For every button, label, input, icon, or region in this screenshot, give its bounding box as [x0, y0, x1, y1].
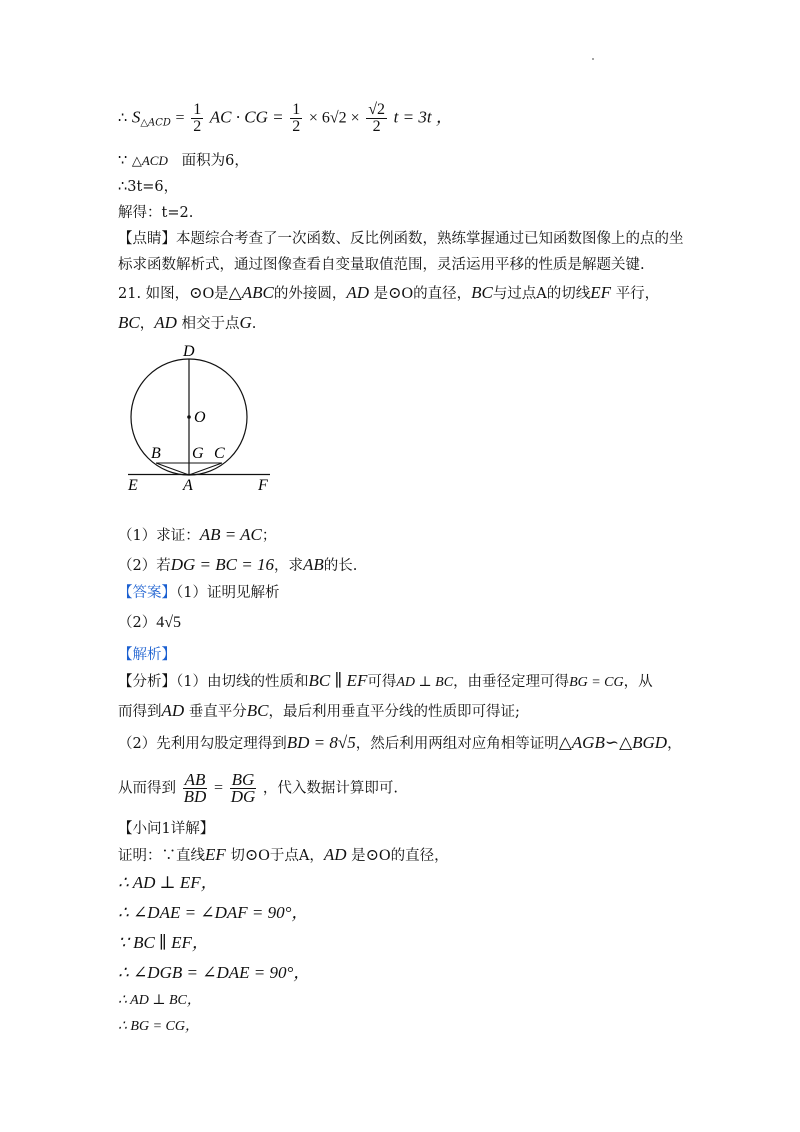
- detail-d1d: ⊙O: [244, 847, 270, 864]
- analysis-line-2: [118, 700, 520, 723]
- equals-sign: =: [175, 109, 185, 127]
- detail-line-7: ∴ BG = CG，: [118, 1019, 199, 1034]
- analysis-p1d: AD ⊥ BC: [396, 675, 454, 690]
- six-root-two-term: × 6√2 ×: [308, 109, 360, 127]
- analysis-line-1: [118, 670, 653, 694]
- area-given-text: 面积为6，: [181, 153, 249, 169]
- segment-ad: AD: [346, 283, 369, 302]
- q2-math2: AB: [302, 555, 324, 574]
- text-is-2: 是: [373, 286, 389, 302]
- page-dot: [592, 58, 594, 60]
- triangle-abc: △ABC: [228, 283, 274, 302]
- analysis-tag: 【解析】: [118, 647, 176, 663]
- analysis-p2e: ，最后利用垂直平分线的性质即可得证;: [268, 704, 520, 720]
- answer-2-label: （2）: [118, 615, 157, 631]
- segment-bc: BC: [471, 283, 493, 302]
- equation-3t: ∴3t=6，: [118, 179, 179, 195]
- detail-d1i: 的直径，: [390, 848, 449, 864]
- answer-1: （1）证明见解析: [176, 585, 280, 601]
- problem-21-line-2: [118, 312, 256, 335]
- q1-end: ；: [261, 528, 277, 544]
- comment-line-1: 【点睛】本题综合考查了一次函数、反比例函数，熟练掌握通过已知函数图像上的点的坐: [118, 231, 684, 247]
- area-given: [118, 150, 249, 172]
- detail-d1c: 切: [230, 848, 245, 864]
- analysis-p1g: ，从: [623, 674, 653, 690]
- ratio-bg-dg: $\frac{BG}{DG}$: [230, 770, 256, 806]
- label-f: F: [258, 477, 268, 494]
- detail-line-3: ∴ ∠DAE = ∠DAF = 90°，: [118, 903, 309, 922]
- because-symbol: ∵: [118, 153, 128, 169]
- analysis-p4b: ，代入数据计算即可.: [262, 780, 399, 797]
- analysis-p4a: 从而得到: [118, 780, 176, 797]
- circle-o: ⊙O: [189, 285, 215, 302]
- analysis-p2a: 而得到: [118, 704, 162, 720]
- detail-d1e: 于点A，: [269, 848, 324, 864]
- label-a: A: [183, 477, 193, 494]
- detail-line-1: [118, 844, 449, 867]
- label-o: O: [194, 409, 206, 426]
- analysis-p2d: BC: [246, 701, 269, 720]
- analysis-p1e: ，由垂径定理可得: [453, 674, 570, 690]
- question-2: [118, 554, 357, 577]
- text-is: 是: [214, 286, 229, 302]
- detail-d1h: ⊙O: [365, 847, 391, 864]
- analysis-p3c: ，然后利用两组对应角相等证明: [355, 736, 559, 752]
- analysis-p3b: BD = 8√5: [286, 733, 356, 752]
- center-point: [187, 415, 191, 419]
- ratio-ab-bd: $\frac{AB}{BD}$: [183, 770, 207, 806]
- comma: ，: [139, 316, 155, 332]
- ac-cg-term: AC · CG =: [209, 107, 284, 127]
- segment-ad-2: AD: [154, 313, 177, 332]
- analysis-line-4: [118, 772, 398, 805]
- detail-tag: 【小问1详解】: [118, 821, 215, 837]
- detail-d1f: AD: [323, 845, 347, 864]
- detail-line-6: ∴ AD ⊥ BC，: [118, 993, 201, 1008]
- triangle-acd: △ACD: [131, 153, 168, 168]
- detail-line-4: ∵ BC ∥ EF，: [118, 933, 209, 952]
- label-c: C: [214, 445, 225, 462]
- detail-d1g: 是: [351, 848, 366, 864]
- q1-label: （1）求证：: [118, 528, 200, 544]
- problem-number: 21. 如图，: [118, 286, 190, 302]
- text-tangent: 与过点A的切线: [492, 286, 591, 302]
- label-g: G: [192, 445, 204, 462]
- area-result: t = 3t ，: [393, 107, 453, 127]
- half-fraction-1: $\frac{1}{2}$: [193, 101, 202, 135]
- area-symbol: S: [131, 107, 141, 127]
- detail-line-5: ∴ ∠DGB = ∠DAE = 90°，: [118, 963, 311, 982]
- analysis-p1c: 可得: [367, 674, 397, 690]
- analysis-p2b: AD: [161, 701, 185, 720]
- q1-math: AB = AC: [199, 525, 262, 544]
- label-d: D: [183, 343, 195, 360]
- root-two-fraction: $\frac{√2}{2}$: [368, 101, 386, 135]
- q2-math: DG = BC = 16: [170, 555, 274, 574]
- detail-d1a: 证明：∵直线: [118, 848, 205, 864]
- area-equation: [118, 102, 453, 135]
- circle-o-2: ⊙O: [388, 285, 414, 302]
- q2-mid: ，求: [273, 558, 303, 574]
- segment-bc-2: BC: [118, 313, 140, 332]
- text-parallel: 平行，: [615, 286, 660, 302]
- question-1: [118, 524, 276, 547]
- line-ef: EF: [590, 283, 612, 302]
- period: .: [251, 316, 257, 332]
- text-intersect: 相交于点: [181, 316, 240, 332]
- half-fraction-2: $\frac{1}{2}$: [292, 101, 301, 135]
- detail-line-2: ∴ AD ⊥ EF，: [118, 873, 218, 892]
- area-subscript: △ACD: [140, 117, 171, 129]
- label-b: B: [151, 445, 161, 462]
- comment-line-2: 标求函数解析式，通过图像查看自变量取值范围，灵活运用平移的性质是解题关键.: [118, 257, 645, 273]
- answer-2-math: 4√5: [156, 614, 182, 631]
- point-g: G: [239, 313, 252, 332]
- text-circumcircle: 的外接圆，: [273, 286, 347, 302]
- answer-line-1: [118, 582, 279, 604]
- q2-label: （2）若: [118, 558, 171, 574]
- q2-end: 的长.: [323, 558, 358, 574]
- analysis-p1f: BG = CG: [569, 675, 624, 690]
- answer-line-2: [118, 612, 181, 634]
- geometry-figure: [120, 340, 280, 495]
- analysis-p1a: 【分析】（1）由切线的性质和: [118, 674, 309, 690]
- analysis-p3a: （2）先利用勾股定理得到: [118, 736, 287, 752]
- problem-21-line-1: [118, 282, 659, 305]
- text-diameter: 的直径，: [413, 286, 472, 302]
- ratio-equals: =: [214, 779, 224, 797]
- analysis-p1b: BC ∥ EF: [308, 671, 368, 690]
- answer-tag: 【答案】: [118, 585, 176, 601]
- detail-d1b: EF: [205, 845, 226, 864]
- analysis-p2c: 垂直平分: [188, 704, 247, 720]
- label-e: E: [128, 477, 138, 494]
- solution-t: 解得：t=2.: [118, 205, 194, 221]
- analysis-p3e: ，: [667, 736, 682, 752]
- analysis-line-3: [118, 732, 682, 755]
- analysis-p3d: △AGB∽△BGD: [558, 733, 668, 752]
- therefore-symbol: ∴: [118, 110, 128, 127]
